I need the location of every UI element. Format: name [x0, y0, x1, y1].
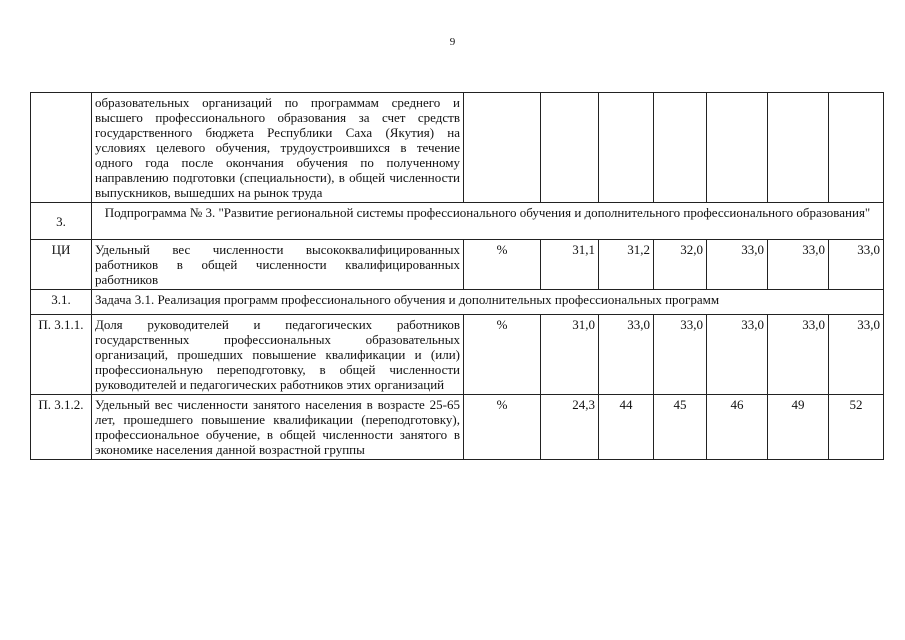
row-number: П. 3.1.2. [31, 395, 92, 460]
indicator-name: образовательных организаций по программам среднего и высшего профессионального образования за счет средств государственного бюджета Республики Саха (Якутия) на условиях целевого обучения, трудоустроившихся в течение одного года после окончания обучения по полученному направлению подготовки (специальности), в общей численности выпускников, вышедших на рынок труда [92, 93, 464, 203]
value-cell: 33,0 [829, 240, 884, 290]
subprogram-title: Подпрограмма № 3. "Развитие региональной системы профессионального обучения и дополнительного профессионального образования" [92, 203, 884, 240]
value-cell: 49 [768, 395, 829, 460]
row-number: 3.1. [31, 290, 92, 315]
row-number: 3. [31, 203, 92, 240]
table-row [31, 240, 884, 290]
row-number: ЦИ [31, 240, 92, 290]
value-cell: 33,0 [654, 315, 707, 395]
value-cell: 32,0 [654, 240, 707, 290]
row-number: П. 3.1.1. [31, 315, 92, 395]
unit-cell [464, 93, 541, 203]
table-row [31, 315, 884, 395]
table-row-subprogram [31, 203, 884, 240]
table-row [31, 395, 884, 460]
value-cell: 45 [654, 395, 707, 460]
value-cell: 52 [829, 395, 884, 460]
value-cell: 24,3 [541, 395, 599, 460]
indicators-table [30, 92, 884, 460]
value-cell [654, 93, 707, 203]
value-cell: 33,0 [707, 240, 768, 290]
unit-cell: % [464, 240, 541, 290]
value-cell: 46 [707, 395, 768, 460]
task-title: Задача 3.1. Реализация программ профессионального обучения и дополнительных профессиональных программ [92, 290, 884, 315]
row-number [31, 93, 92, 203]
value-cell: 31,0 [541, 315, 599, 395]
page-number: 9 [449, 36, 456, 48]
value-cell: 31,2 [599, 240, 654, 290]
unit-cell: % [464, 395, 541, 460]
unit-cell: % [464, 315, 541, 395]
indicator-name: Доля руководителей и педагогических работников государственных профессиональных образовательных организаций, прошедших повышение квалификации и (или) профессиональную переподготовку, в общей численности руководителей и педагогических работников этих организаций [92, 315, 464, 395]
value-cell: 33,0 [829, 315, 884, 395]
indicator-name: Удельный вес численности занятого населения в возрасте 25-65 лет, прошедшего повышение квалификации (переподготовку), профессиональное обучение, в общей численности занятого в экономике населения данной возрастной группы [92, 395, 464, 460]
value-cell [829, 93, 884, 203]
value-cell: 33,0 [768, 315, 829, 395]
value-cell: 33,0 [599, 315, 654, 395]
indicator-name: Удельный вес численности высококвалифицированных работников в общей численности квалифицированных работников [92, 240, 464, 290]
value-cell [768, 93, 829, 203]
table-row-task [31, 290, 884, 315]
value-cell: 33,0 [768, 240, 829, 290]
table-row [31, 93, 884, 203]
value-cell: 31,1 [541, 240, 599, 290]
value-cell [707, 93, 768, 203]
value-cell [541, 93, 599, 203]
value-cell: 33,0 [707, 315, 768, 395]
value-cell [599, 93, 654, 203]
value-cell: 44 [599, 395, 654, 460]
